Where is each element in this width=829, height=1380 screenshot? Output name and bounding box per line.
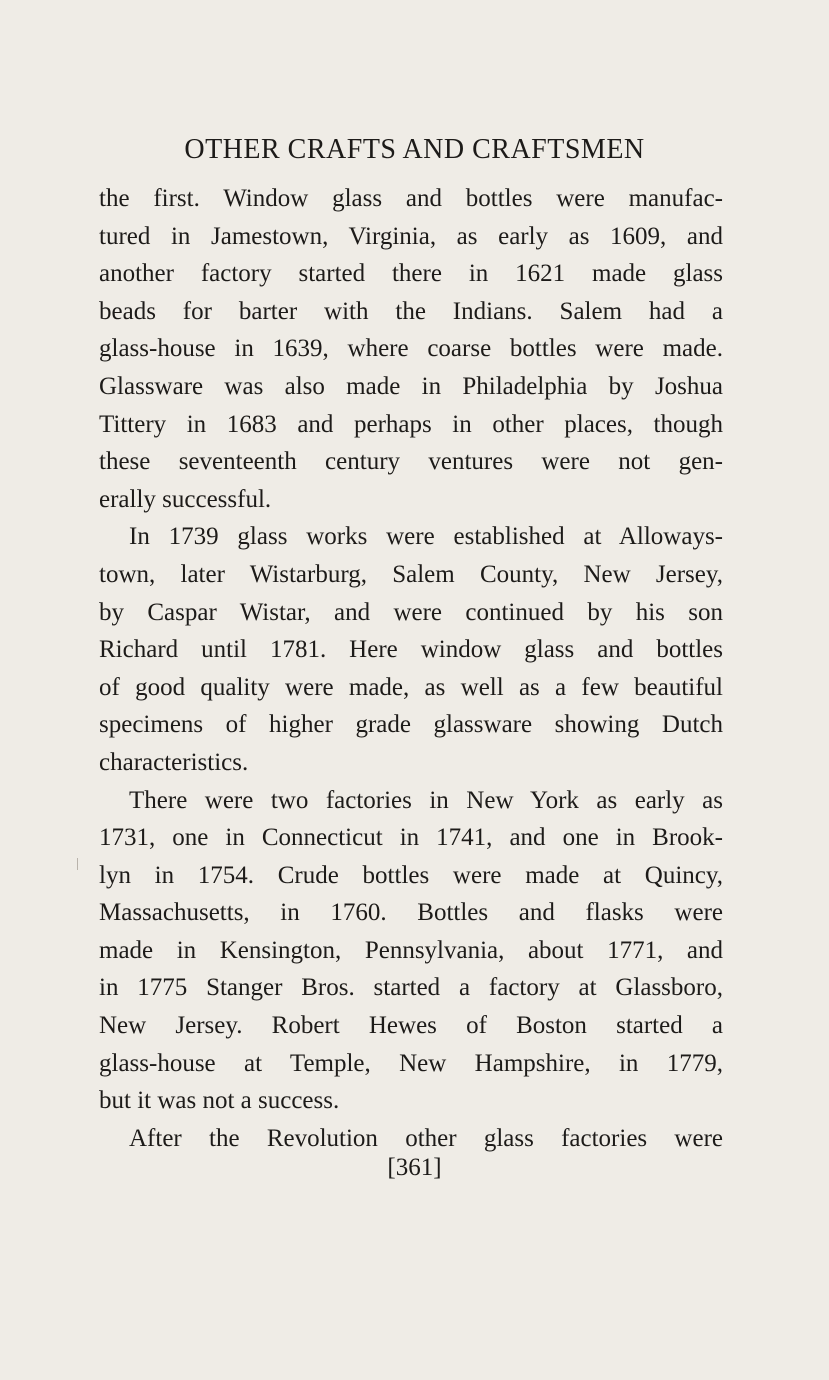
text-line: characteristics.: [99, 748, 249, 776]
text-line: New Jersey. Robert Hewes of Boston started a: [99, 1012, 723, 1040]
paragraph-start: After the Revolution other glass factories were: [129, 1124, 723, 1152]
text-line: Tittery in 1683 and perhaps in other places, though: [99, 410, 723, 438]
text-line: Massachusetts, in 1760. Bottles and flasks were: [99, 899, 723, 927]
text-line: erally successful.: [99, 485, 272, 513]
text-line: another factory started there in 1621 made glass: [99, 260, 723, 288]
text-line: the first. Window glass and bottles were manufac-: [99, 185, 723, 212]
text-line: glass-house at Temple, New Hampshire, in 1779,: [99, 1049, 723, 1077]
text-line: tured in Jamestown, Virginia, as early as 1609, and: [99, 222, 723, 250]
margin-mark: [77, 858, 78, 870]
text-line: beads for barter with the Indians. Salem had a: [99, 297, 723, 325]
paragraph-start: There were two factories in New York as early as: [129, 786, 723, 814]
running-head: OTHER CRAFTS AND CRAFTSMEN: [184, 134, 645, 165]
text-line: but it was not a success.: [99, 1087, 340, 1115]
text-line: in 1775 Stanger Bros. started a factory at Glassboro,: [99, 974, 723, 1002]
text-line: 1731, one in Connecticut in 1741, and one in Brook-: [99, 824, 723, 852]
text-line: by Caspar Wistar, and were continued by his son: [99, 598, 723, 626]
text-line: made in Kensington, Pennsylvania, about 1771, and: [99, 936, 723, 964]
text-line: Glassware was also made in Philadelphia by Joshua: [99, 372, 723, 400]
page-number: [361]: [387, 1154, 442, 1181]
text-line: of good quality were made, as well as a few beautiful: [99, 673, 723, 701]
text-line: glass-house in 1639, where coarse bottles were made.: [99, 335, 723, 363]
text-line: lyn in 1754. Crude bottles were made at Quincy,: [99, 861, 723, 889]
paragraph-start: In 1739 glass works were established at Alloways-: [129, 523, 723, 551]
text-line: town, later Wistarburg, Salem County, New Jersey,: [99, 560, 723, 588]
text-line: these seventeenth century ventures were not gen-: [99, 448, 723, 476]
text-line: specimens of higher grade glassware showing Dutch: [99, 711, 723, 739]
body-text: [99, 180, 723, 1157]
text-line: Richard until 1781. Here window glass and bottles: [99, 636, 723, 664]
